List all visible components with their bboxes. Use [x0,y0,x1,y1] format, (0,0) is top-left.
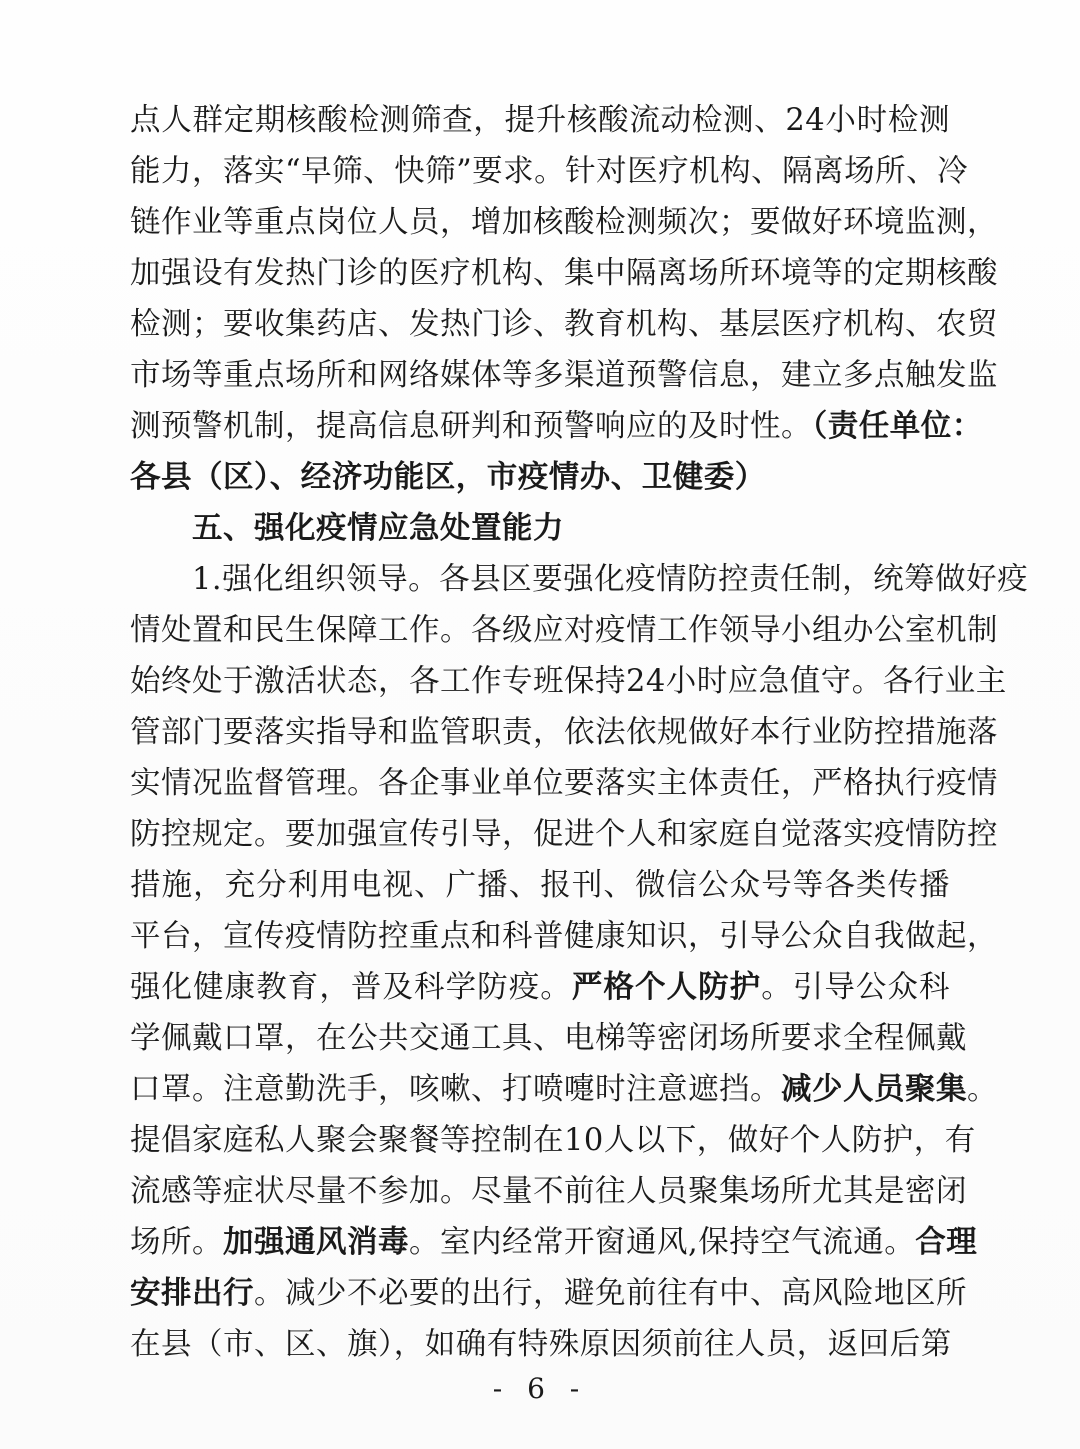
text-run: 市场等重点场所和网络媒体等多渠道预警信息，建立多点触发监 [130,358,998,393]
text-run: 加强设有发热门诊的医疗机构、集中隔离场所环境等的定期核酸 [130,256,998,291]
text-line [130,146,969,197]
text-line [130,1064,998,1115]
text-line [130,554,1029,605]
text-run: 始终处于激活状态，各工作专班保持24小时应急值守。各行业主 [130,664,1007,699]
text-line [130,605,998,656]
text-line [130,1166,967,1217]
text-line [130,248,998,299]
bold-text-run: 严格个人防护 [571,969,762,1005]
text-run: 措施，充分利用电视、广播、报刊、微信公众号等各类传播 [130,868,950,903]
text-run: 点人群定期核酸检测筛查，提升核酸流动检测、24小时检测 [130,103,950,138]
text-run: 测预警机制，提高信息研判和预警响应的及时性。 [130,409,812,444]
text-line [130,656,1007,707]
text-line [130,401,983,452]
text-line [130,1319,950,1370]
text-line [130,299,998,350]
text-run: 平台，宣传疫情防控重点和科普健康知识，引导公众自我做起， [130,919,998,954]
text-run: 防控规定。要加强宣传引导，促进个人和家庭自觉落实疫情防控 [130,817,998,852]
text-run: 实情况监督管理。各企事业单位要落实主体责任，严格执行疫情 [130,766,998,801]
text-run: 。减少不必要的出行，避免前往有中、高风险地区所 [254,1276,967,1311]
text-run: 场所。 [130,1225,223,1260]
text-line [130,1013,967,1064]
text-run: 提倡家庭私人聚会聚餐等控制在10人以下，做好个人防护，有 [130,1123,976,1158]
section-heading [130,503,950,554]
text-line [130,911,998,962]
text-run: 链作业等重点岗位人员，增加核酸检测频次；要做好环境监测， [130,205,998,240]
text-run: 口罩。注意勤洗手，咳嗽、打喷嚏时注意遮挡。 [130,1072,781,1107]
text-run: 。引导公众科 [761,970,951,1005]
text-run: 管部门要落实指导和监管职责，依法依规做好本行业防控措施落 [130,715,998,750]
text-line [130,350,998,401]
text-run: 强化健康教育，普及科学防疫。 [130,970,572,1005]
text-run: 。室内经常开窗通风,保持空气流通。 [409,1225,916,1260]
bold-text-run: 各县（区）、经济功能区，市疫情办、卫健委） [130,459,766,495]
text-run: 能力，落实“早筛、快筛”要求。针对医疗机构、隔离场所、冷 [130,154,969,189]
text-line [130,707,998,758]
text-line [130,809,998,860]
document-body [130,95,1029,1370]
text-run: 。 [967,1072,998,1107]
text-line [130,1268,967,1319]
text-run: 在县（市、区、旗），如确有特殊原因须前往人员，返回后第 [130,1327,952,1362]
bold-text-run: 减少人员聚集 [781,1071,967,1107]
bold-text-run: 合理 [915,1224,978,1260]
bold-text-run: 五、强化疫情应急处置能力 [192,511,564,546]
text-line [130,1217,978,1268]
text-run: 检测；要收集药店、发热门诊、教育机构、基层医疗机构、农贸 [130,307,998,342]
text-line [130,197,998,248]
text-line [130,1115,976,1166]
text-run: 情处置和民生保障工作。各级应对疫情工作领导小组办公室机制 [130,613,998,648]
bold-text-run: 安排出行 [130,1275,254,1311]
page-number: - 6 - [492,1372,588,1405]
text-run: 1.强化组织领导。各县区要强化疫情防控责任制，统筹做好疫 [192,562,1029,597]
text-run: 学佩戴口罩，在公共交通工具、电梯等密闭场所要求全程佩戴 [130,1021,967,1056]
bold-text-run: 加强通风消毒 [223,1224,409,1260]
text-line [130,962,950,1013]
text-run: 流感等症状尽量不参加。尽量不前往人员聚集场所尤其是密闭 [130,1174,967,1209]
text-line [130,95,950,146]
bold-text-run: （责任单位： [812,408,983,444]
text-line [130,452,950,503]
text-line [130,860,950,911]
text-line [130,758,998,809]
